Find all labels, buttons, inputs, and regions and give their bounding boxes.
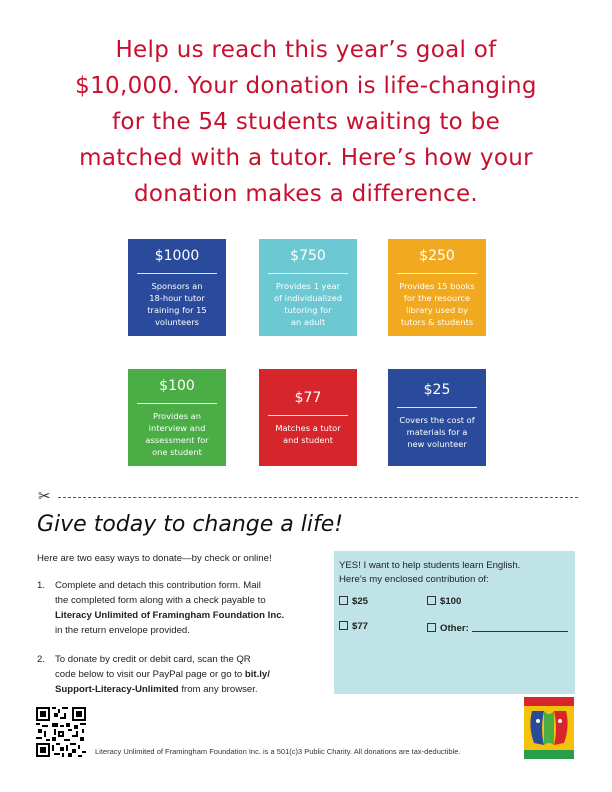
step-online-donation: 2. To donate by credit or debit card, scan the QR code below to visit our PayPal page or go to bit.ly/ Support-Literacy-Unlimited from any browser. [37, 654, 270, 695]
tier-amount: $1000 [154, 248, 200, 264]
headline-line: $10,000. Your donation is life-changing [75, 73, 537, 99]
headline-line: Help us reach this year’s goal of [115, 37, 497, 63]
url-link-part[interactable]: Support-Literacy-Unlimited [55, 684, 179, 695]
donation-tier-77 [259, 369, 357, 466]
option-other[interactable]: Other: [427, 621, 568, 634]
tier-description: Provides 15 books for the resource library used by tutors & students [399, 281, 475, 327]
donation-headline [40, 32, 572, 212]
donation-tier-25 [388, 369, 486, 466]
checkbox-icon[interactable] [427, 596, 436, 605]
tier-divider [137, 403, 217, 404]
url-link-part[interactable]: bit.ly/ [244, 669, 270, 680]
qr-code-icon[interactable] [36, 707, 86, 757]
tier-divider [268, 415, 348, 416]
scissors-icon: ✂ [38, 488, 51, 505]
tier-divider [397, 273, 477, 274]
option-77[interactable]: $77 [339, 621, 368, 632]
tier-description: Covers the cost of materials for a new volunteer [399, 415, 475, 449]
tier-amount: $750 [290, 248, 326, 264]
option-25[interactable]: $25 [339, 596, 368, 607]
tier-description: Sponsors an 18-hour tutor training for 15 volunteers [147, 281, 207, 327]
give-today-heading: Give today to change a life! [37, 512, 344, 537]
tier-description: Provides 1 year of individualized tutoring for an adult [274, 281, 342, 327]
donation-tier-750 [259, 239, 357, 336]
literacy-unlimited-logo [524, 697, 574, 759]
donation-tier-1000 [128, 239, 226, 336]
checkbox-icon[interactable] [427, 623, 436, 632]
other-amount-field[interactable] [472, 621, 568, 632]
donation-tier-100 [128, 369, 226, 466]
headline-line: matched with a tutor. Here’s how your [79, 145, 533, 171]
tier-amount: $100 [159, 378, 195, 394]
contribution-form [334, 551, 575, 694]
tier-description: Provides an interview and assessment for one student [145, 411, 209, 457]
headline-line: donation makes a difference. [133, 181, 479, 207]
tier-divider [137, 273, 217, 274]
tier-amount: $25 [423, 382, 451, 398]
form-heading: YES! I want to help students learn English. Here’s my enclosed contribution of: [339, 560, 521, 585]
tier-divider [268, 273, 348, 274]
step-number: 2. [37, 654, 46, 665]
cut-line-row [38, 488, 578, 505]
checkbox-icon[interactable] [339, 596, 348, 605]
checkbox-icon[interactable] [339, 621, 348, 630]
donation-tier-250 [388, 239, 486, 336]
step-number: 1. [37, 580, 46, 591]
tier-divider [397, 407, 477, 408]
tier-description: Matches a tutor and student [275, 423, 341, 445]
footer-tax-statement: Literacy Unlimited of Framingham Foundation Inc. is a 501(c)3 Public Charity. All donations are tax-deductible. [95, 747, 461, 756]
headline-line: for the 54 students waiting to be [111, 109, 501, 135]
tier-amount: $77 [294, 390, 322, 406]
step-mail-check: 1. Complete and detach this contribution form. Mail the completed form along with a check payable to Literacy Unlimited of Framingham Foundation Inc. in the return envelope provided. [37, 580, 285, 636]
option-100[interactable]: $100 [427, 596, 461, 607]
dashed-cut-line [58, 497, 578, 498]
tier-amount: $250 [419, 248, 455, 264]
donate-intro: Here are two easy ways to donate—by check or online! [37, 553, 272, 564]
